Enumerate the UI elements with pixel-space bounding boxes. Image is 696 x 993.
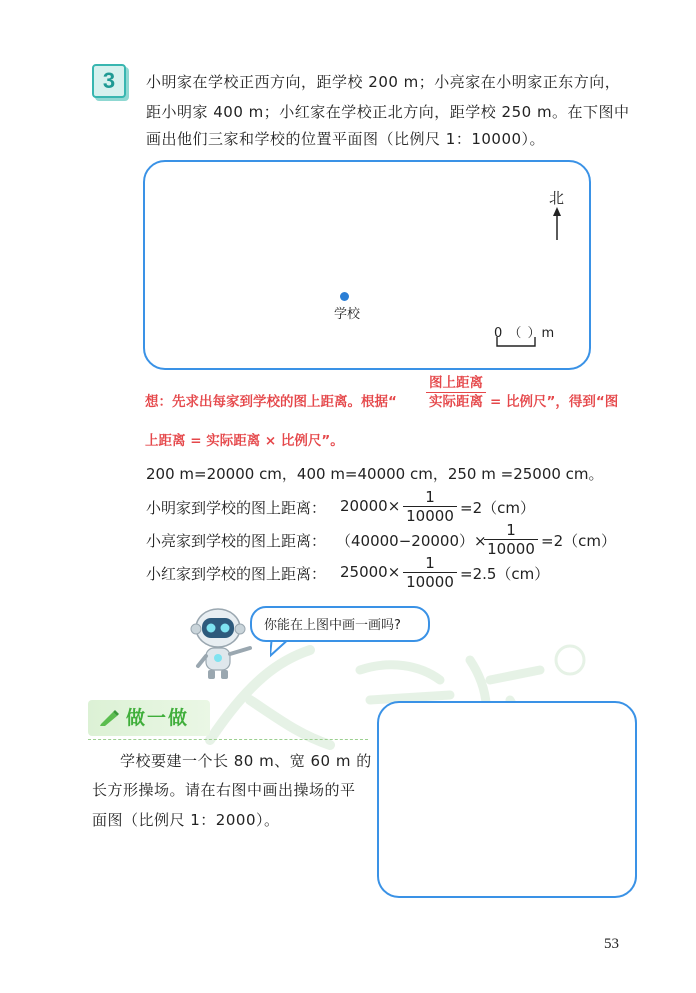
hint-line-2: 上距离 = 实际距离 × 比例尺”。 <box>145 433 344 449</box>
problem-text-line-3: 画出他们三家和学校的位置平面图（比例尺 1：10000）。 <box>146 130 546 148</box>
calc-row-1-result: =2（cm） <box>460 499 535 517</box>
north-label: 北 <box>549 189 565 207</box>
calc-row-2-result: =2（cm） <box>541 532 616 550</box>
drawing-frame[interactable] <box>377 701 637 898</box>
calc-row-1-expr: 20000× <box>340 497 401 515</box>
divider <box>88 739 368 740</box>
calc-row-2-expr: （40000−20000）× <box>336 532 487 550</box>
calc-row-1-label: 小明家到学校的图上距离： <box>146 499 327 517</box>
problem-number-badge: 3 <box>92 64 126 98</box>
problem-text-line-2: 距小明家 400 m；小红家在学校正北方向，距学校 250 m。在下图中 <box>146 103 630 121</box>
hint-part-1: 想：先求出每家到学校的图上距离。根据“ <box>145 394 397 410</box>
page-number: 53 <box>604 936 619 952</box>
hint-fraction-denominator: 实际距离 <box>426 392 486 411</box>
calc-row-2-label: 小亮家到学校的图上距离： <box>146 532 327 550</box>
calc-row-2-fraction <box>484 521 538 558</box>
hint-fraction-numerator: 图上距离 <box>429 375 483 391</box>
scale-bar-icon <box>496 337 536 347</box>
fraction-numerator: 1 <box>506 521 516 539</box>
fraction-numerator: 1 <box>425 488 435 506</box>
fraction-numerator: 1 <box>425 554 435 572</box>
calc-row-3-label: 小红家到学校的图上距离： <box>146 565 327 583</box>
calc-row-1-fraction <box>403 488 457 525</box>
hint-fraction <box>426 374 486 411</box>
activity-text-line-3: 面图（比例尺 1：2000）。 <box>92 811 280 829</box>
fraction-denominator: 10000 <box>403 506 457 525</box>
hint-part-2: = 比例尺”，得到“图 <box>490 394 619 410</box>
scale-label: 0 （ ）m <box>494 326 556 341</box>
pencil-icon <box>98 709 120 727</box>
fraction-denominator: 10000 <box>484 539 538 558</box>
speech-bubble: 你能在上图中画一画吗? <box>250 606 430 642</box>
school-label: 学校 <box>334 307 361 322</box>
unit-conversion: 200 m=20000 cm，400 m=40000 cm，250 m =25000 cm。 <box>146 465 604 483</box>
activity-text-line-2: 长方形操场。请在右图中画出操场的平 <box>92 781 356 799</box>
activity-text-line-1: 学校要建一个长 80 m、宽 60 m 的 <box>120 752 372 770</box>
robot-mascot-icon <box>188 604 260 680</box>
calc-row-3-result: =2.5（cm） <box>460 565 550 583</box>
north-arrow-icon <box>548 206 566 242</box>
school-marker <box>340 292 349 301</box>
calc-row-3-fraction <box>403 554 457 591</box>
calc-row-3-expr: 25000× <box>340 563 401 581</box>
activity-title: 做一做 <box>126 707 190 729</box>
fraction-denominator: 10000 <box>403 572 457 591</box>
problem-text-line-1: 小明家在学校正西方向，距学校 200 m；小亮家在小明家正东方向， <box>146 73 621 91</box>
